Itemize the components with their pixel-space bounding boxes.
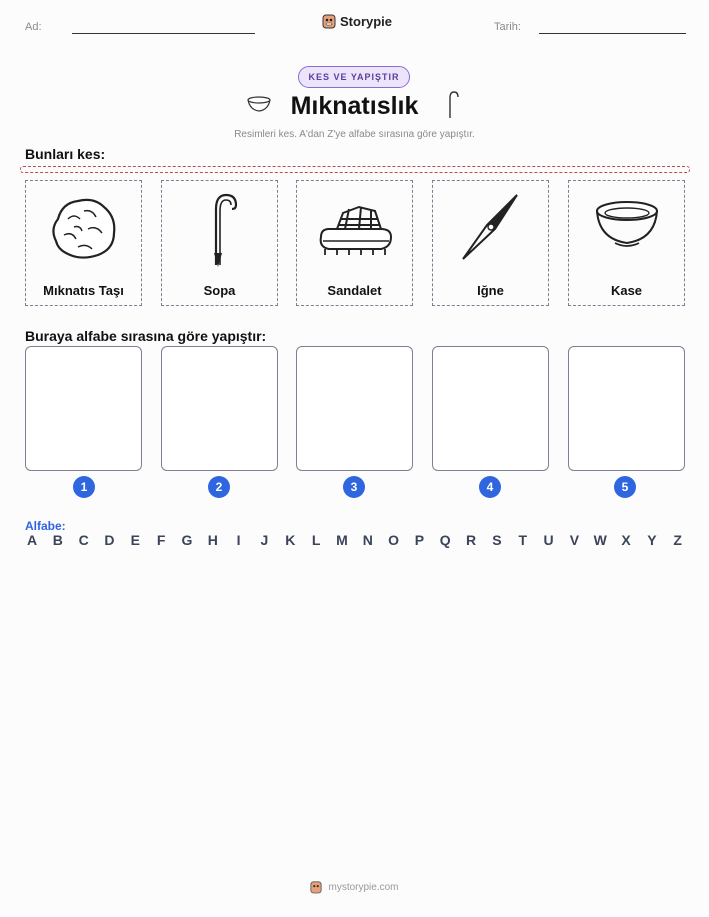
sandal-icon <box>315 189 395 269</box>
slot-number-badge: 1 <box>73 476 95 498</box>
alphabet-letter: E <box>130 532 140 548</box>
cut-heading: Bunları kes: <box>25 146 106 162</box>
alphabet-letter: O <box>388 532 400 548</box>
lodestone-icon <box>44 189 124 269</box>
alphabet-letter: A <box>26 532 38 548</box>
needle-icon <box>451 189 531 269</box>
paste-slot-3[interactable] <box>296 346 413 471</box>
card-label: Iğne <box>477 283 504 298</box>
alphabet-letter: P <box>414 532 425 548</box>
name-label: Ad: <box>25 21 42 33</box>
instructions: Resimleri kes. A'dan Z'ye alfabe sırasına göre yapıştır. <box>234 129 475 140</box>
alphabet-letter: B <box>52 532 63 548</box>
alphabet-letter: L <box>311 532 321 548</box>
card-label: Mıknatıs Taşı <box>43 283 124 298</box>
alphabet-letter: J <box>260 532 269 548</box>
alphabet-letter: N <box>362 532 373 548</box>
paste-slot-4[interactable] <box>432 346 549 471</box>
alphabet-letter: X <box>621 532 631 548</box>
alphabet-row <box>25 532 685 548</box>
slot-number-badge: 4 <box>479 476 501 498</box>
name-line[interactable] <box>72 33 255 34</box>
paste-heading: Buraya alfabe sırasına göre yapıştır: <box>25 328 267 344</box>
brand-name: Storypie <box>340 13 393 29</box>
cut-card-bowl[interactable] <box>568 180 685 306</box>
staff-small-icon <box>444 90 460 120</box>
card-label: Sopa <box>203 283 236 298</box>
alphabet-letter: K <box>285 532 296 548</box>
alphabet-letter: T <box>518 532 528 548</box>
activity-badge: KES VE YAPIŞTIR <box>298 66 410 88</box>
alphabet-letter: G <box>181 532 193 548</box>
alphabet-letter: I <box>236 532 241 548</box>
cut-card-needle[interactable] <box>432 180 549 306</box>
page-title: Mıknatıslık <box>290 92 419 120</box>
alphabet-letter: Z <box>673 532 682 548</box>
slot-number-badge: 3 <box>343 476 365 498</box>
alphabet-letter: U <box>543 532 554 548</box>
card-label: Sandalet <box>327 283 382 298</box>
footer-url[interactable]: mystorypie.com <box>328 881 399 893</box>
alphabet-letter: S <box>492 532 502 548</box>
cut-line <box>20 166 690 173</box>
alphabet-letter: Y <box>647 532 657 548</box>
footer <box>0 880 709 894</box>
paste-slot-5[interactable] <box>568 346 685 471</box>
alphabet-letter: D <box>104 532 115 548</box>
date-label: Tarih: <box>494 21 521 33</box>
paste-slot-1[interactable] <box>25 346 142 471</box>
alphabet-letter: R <box>466 532 477 548</box>
storypie-footer-icon <box>310 880 322 894</box>
brand-logo <box>322 13 392 29</box>
paste-slot-2[interactable] <box>161 346 278 471</box>
slot-number-badge: 5 <box>614 476 636 498</box>
alphabet-letter: W <box>593 532 607 548</box>
bowl-icon <box>587 189 667 269</box>
slot-number-badge: 2 <box>208 476 230 498</box>
alphabet-letter: F <box>156 532 166 548</box>
cut-card-sandal[interactable] <box>296 180 413 306</box>
alphabet-letter: C <box>78 532 89 548</box>
alphabet-label: Alfabe: <box>25 519 66 533</box>
alphabet-letter: M <box>336 532 348 548</box>
staff-icon <box>180 189 260 269</box>
alphabet-letter: Q <box>439 532 451 548</box>
cut-card-staff[interactable] <box>161 180 278 306</box>
storypie-mascot-icon <box>322 13 336 29</box>
alphabet-letter: V <box>569 532 580 548</box>
cut-card-lodestone[interactable] <box>25 180 142 306</box>
alphabet-letter: H <box>207 532 218 548</box>
card-label: Kase <box>610 283 643 298</box>
date-line[interactable] <box>539 33 686 34</box>
